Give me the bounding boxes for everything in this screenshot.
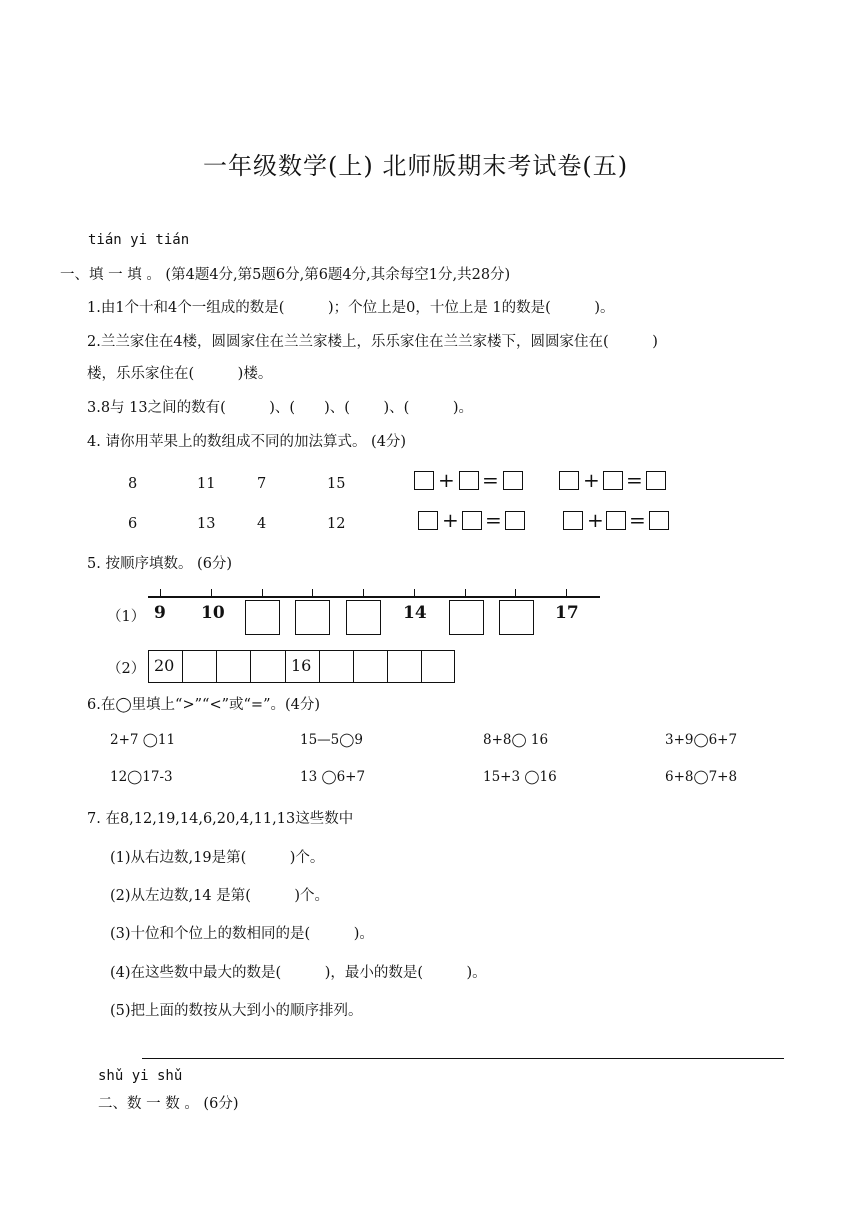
number-line-answer-box[interactable] <box>295 600 330 635</box>
apple-number: 13 <box>197 516 216 532</box>
compare-item: 6+8◯7+8 <box>665 769 738 785</box>
number-line-value: 17 <box>555 603 579 623</box>
number-line-value: 9 <box>154 603 166 623</box>
number-line-tick <box>363 589 364 596</box>
number-line-tick <box>312 589 313 596</box>
number-line-tick <box>566 589 567 596</box>
answer-box[interactable] <box>462 511 482 530</box>
answer-box[interactable] <box>505 511 525 530</box>
equals-sign: = <box>629 508 646 532</box>
number-line-tick <box>414 589 415 596</box>
part-1-label: （1） <box>107 609 146 625</box>
grid-answer-cell[interactable] <box>216 650 251 683</box>
apple-number: 6 <box>128 516 138 532</box>
equals-sign: = <box>626 468 643 492</box>
number-line-answer-box[interactable] <box>449 600 484 635</box>
section1-heading: 一、填 一 填 。 (第4题4分,第5题6分,第6题4分,其余每空1分,共28分) <box>60 267 511 283</box>
compare-item: 8+8◯ 16 <box>483 732 549 748</box>
question-7-sub-2: (2)从左边数,14 是第( )个。 <box>110 888 330 904</box>
grid-answer-cell[interactable] <box>421 650 455 683</box>
number-line-tick <box>211 589 212 596</box>
section1-pinyin: tián yi tián <box>88 232 190 248</box>
compare-item: 12◯17-3 <box>110 769 173 785</box>
number-line-tick <box>262 589 263 596</box>
answer-box[interactable] <box>563 511 583 530</box>
answer-box[interactable] <box>603 471 623 490</box>
plus-sign: + <box>442 508 459 532</box>
question-2-line1: 2.兰兰家住在4楼，圆圆家住在兰兰家楼上，乐乐家住在兰兰家楼下，圆圆家住在( ) <box>87 334 658 350</box>
grid-answer-cell[interactable] <box>182 650 217 683</box>
answer-line[interactable] <box>142 1058 784 1059</box>
question-7-sub-3: (3)十位和个位上的数相同的是( )。 <box>110 926 374 942</box>
number-line-value: 10 <box>201 603 225 623</box>
apple-number: 12 <box>327 516 346 532</box>
grid-cell <box>285 650 320 683</box>
number-line-answer-box[interactable] <box>346 600 381 635</box>
number-line-tick <box>515 589 516 596</box>
compare-item: 13 ◯6+7 <box>300 769 366 785</box>
question-2-line2: 楼，乐乐家住在( )楼。 <box>87 366 273 382</box>
question-7-sub-4: (4)在这些数中最大的数是( )，最小的数是( )。 <box>110 965 487 981</box>
question-3: 3.8与 13之间的数有( )、( )、( )、( )。 <box>87 400 473 416</box>
section2-pinyin: shǔ yi shǔ <box>98 1068 183 1084</box>
compare-item: 15—5◯9 <box>300 732 363 748</box>
question-7-sub-5: (5)把上面的数按从大到小的顺序排列。 <box>110 1003 363 1019</box>
answer-box[interactable] <box>646 471 666 490</box>
answer-box[interactable] <box>418 511 438 530</box>
question-5: 5. 按顺序填数。 (6分) <box>87 556 233 572</box>
compare-item: 3+9◯6+7 <box>665 732 738 748</box>
question-1: 1.由1个十和4个一组成的数是( )；个位上是0，十位上是 1的数是( )。 <box>87 300 615 316</box>
plus-sign: + <box>583 468 600 492</box>
number-line-tick <box>160 589 161 596</box>
number-line <box>148 596 600 598</box>
number-line-answer-box[interactable] <box>245 600 280 635</box>
grid-cell <box>148 650 183 683</box>
grid-answer-cell[interactable] <box>353 650 388 683</box>
apple-number: 11 <box>197 476 216 492</box>
number-line-tick <box>465 589 466 596</box>
question-7-sub-1: (1)从右边数,19是第( )个。 <box>110 850 325 866</box>
grid-value: 20 <box>154 656 175 675</box>
question-7: 7. 在8,12,19,14,6,20,4,11,13这些数中 <box>87 811 354 827</box>
number-line-answer-box[interactable] <box>499 600 534 635</box>
equals-sign: = <box>485 508 502 532</box>
answer-box[interactable] <box>606 511 626 530</box>
equals-sign: = <box>482 468 499 492</box>
grid-answer-cell[interactable] <box>319 650 354 683</box>
plus-sign: + <box>438 468 455 492</box>
apple-number: 15 <box>327 476 346 492</box>
question-6: 6.在◯里填上“>”“<”或“=”。(4分) <box>87 697 321 713</box>
compare-item: 2+7 ◯11 <box>110 732 176 748</box>
apple-number: 7 <box>257 476 267 492</box>
grid-answer-cell[interactable] <box>250 650 286 683</box>
answer-box[interactable] <box>414 471 434 490</box>
question-4: 4. 请你用苹果上的数组成不同的加法算式。 (4分) <box>87 434 407 450</box>
grid-value: 16 <box>291 656 312 675</box>
plus-sign: + <box>587 508 604 532</box>
answer-box[interactable] <box>649 511 669 530</box>
page-title: 一年级数学(上) 北师版期末考试卷(五) <box>203 152 629 180</box>
section2-heading: 二、数 一 数 。 (6分) <box>98 1096 239 1112</box>
apple-number: 8 <box>128 476 138 492</box>
number-line-value: 14 <box>403 603 427 623</box>
answer-box[interactable] <box>503 471 523 490</box>
compare-item: 15+3 ◯16 <box>483 769 557 785</box>
answer-box[interactable] <box>459 471 479 490</box>
answer-box[interactable] <box>559 471 579 490</box>
grid-answer-cell[interactable] <box>387 650 422 683</box>
part-2-label: （2） <box>107 661 146 677</box>
apple-number: 4 <box>257 516 267 532</box>
